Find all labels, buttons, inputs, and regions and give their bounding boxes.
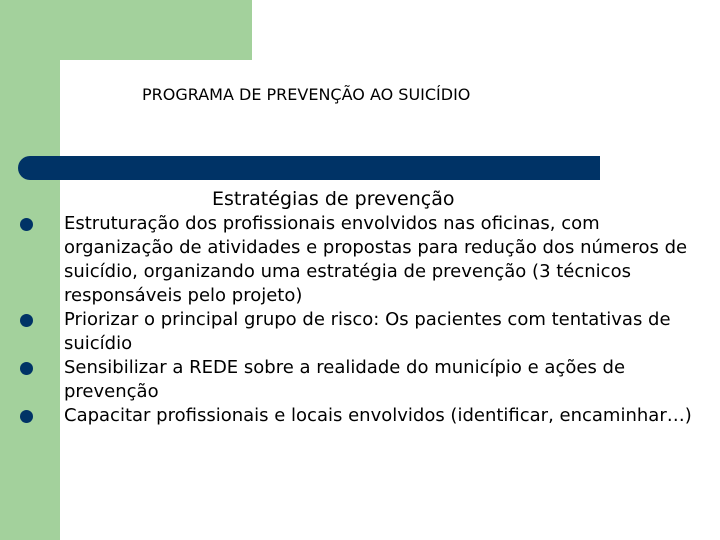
bullet-item [20, 308, 696, 356]
bullet-text: Sensibilizar a REDE sobre a realidade do município e ações de prevenção [64, 357, 626, 402]
bullet-list [20, 212, 696, 428]
bullet-item [20, 404, 696, 428]
bullet-dot-icon [20, 218, 33, 231]
rounded-corner-decoration [60, 60, 120, 120]
slide-header-title: PROGRAMA DE PREVENÇÃO AO SUICÍDIO [142, 85, 471, 104]
bullet-dot-icon [20, 362, 33, 375]
bullet-text: Capacitar profissionais e locais envolvidos (identificar, encaminhar…) [64, 405, 692, 426]
top-green-band [0, 0, 252, 60]
bullet-dot-icon [20, 410, 33, 423]
bullet-text: Estruturação dos profissionais envolvidos nas oficinas, com organização de atividades e propostas para redução dos números de suicídio, organizando uma estratégia de prevenção (3 técnicos responsáveis pelo projeto) [64, 213, 688, 306]
bullet-dot-icon [20, 314, 33, 327]
bullet-text: Priorizar o principal grupo de risco: Os pacientes com tentativas de suicídio [64, 309, 671, 354]
slide-subheading: Estratégias de prevenção [212, 188, 455, 210]
title-divider-bar [18, 156, 600, 180]
bullet-item [20, 212, 696, 308]
bullet-item [20, 356, 696, 404]
